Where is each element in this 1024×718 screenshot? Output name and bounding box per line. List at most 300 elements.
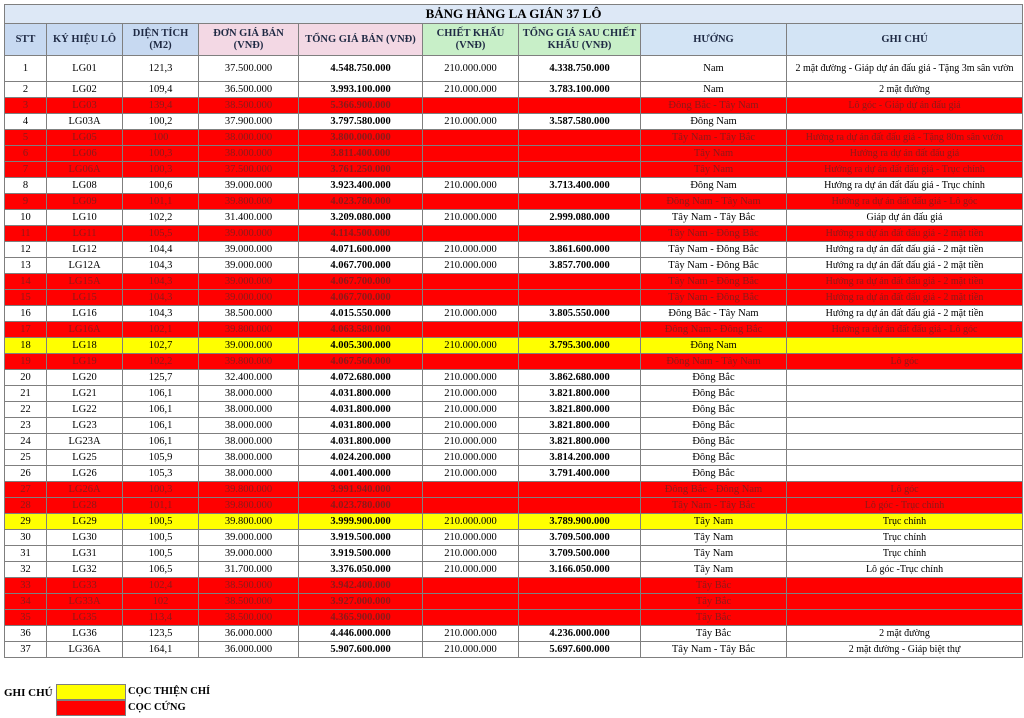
cell-tong-sau-ck[interactable] <box>519 610 641 626</box>
table-row[interactable] <box>5 610 1023 626</box>
cell-don-gia[interactable]: 36.000.000 <box>199 626 299 642</box>
cell-huong[interactable]: Tây Nam - Đông Bắc <box>641 274 787 290</box>
cell-tong-gia-ban[interactable]: 4.005.300.000 <box>299 338 423 354</box>
cell-don-gia[interactable]: 38.500.000 <box>199 594 299 610</box>
cell-ky-hieu-lo[interactable]: LG25 <box>47 450 123 466</box>
cell-ghi-chu[interactable]: Giáp dự án đấu giá <box>787 210 1023 226</box>
table-row[interactable] <box>5 322 1023 338</box>
cell-chiet-khau[interactable]: 210.000.000 <box>423 82 519 98</box>
cell-chiet-khau[interactable]: 210.000.000 <box>423 450 519 466</box>
cell-don-gia[interactable]: 38.000.000 <box>199 402 299 418</box>
cell-dien-tich[interactable]: 101,1 <box>123 194 199 210</box>
cell-huong[interactable]: Đông Bắc - Tây Nam <box>641 98 787 114</box>
cell-don-gia[interactable]: 37.500.000 <box>199 56 299 82</box>
cell-tong-sau-ck[interactable]: 3.821.800.000 <box>519 386 641 402</box>
table-row[interactable] <box>5 514 1023 530</box>
cell-tong-gia-ban[interactable]: 4.067.560.000 <box>299 354 423 370</box>
cell-stt[interactable]: 29 <box>5 514 47 530</box>
cell-tong-gia-ban[interactable]: 5.907.600.000 <box>299 642 423 658</box>
cell-chiet-khau[interactable]: 210.000.000 <box>423 178 519 194</box>
cell-don-gia[interactable]: 38.000.000 <box>199 146 299 162</box>
cell-ghi-chu[interactable]: Hướng ra dự án đất đấu giá - Trục chính <box>787 162 1023 178</box>
cell-dien-tich[interactable]: 100,5 <box>123 546 199 562</box>
cell-don-gia[interactable]: 39.000.000 <box>199 258 299 274</box>
cell-ky-hieu-lo[interactable]: LG06A <box>47 162 123 178</box>
cell-tong-gia-ban[interactable]: 4.067.700.000 <box>299 290 423 306</box>
cell-don-gia[interactable]: 39.000.000 <box>199 242 299 258</box>
cell-ky-hieu-lo[interactable]: LG26A <box>47 482 123 498</box>
cell-huong[interactable]: Tây Bắc <box>641 610 787 626</box>
table-row[interactable] <box>5 386 1023 402</box>
cell-chiet-khau[interactable]: 210.000.000 <box>423 466 519 482</box>
cell-stt[interactable]: 19 <box>5 354 47 370</box>
cell-huong[interactable]: Đông Bắc <box>641 386 787 402</box>
cell-ky-hieu-lo[interactable]: LG16 <box>47 306 123 322</box>
cell-dien-tich[interactable]: 100,2 <box>123 114 199 130</box>
cell-stt[interactable]: 26 <box>5 466 47 482</box>
cell-ghi-chu[interactable]: Lô góc -Trục chính <box>787 562 1023 578</box>
cell-dien-tich[interactable]: 102,7 <box>123 338 199 354</box>
cell-don-gia[interactable]: 31.700.000 <box>199 562 299 578</box>
cell-tong-gia-ban[interactable]: 3.919.500.000 <box>299 546 423 562</box>
cell-ky-hieu-lo[interactable]: LG03 <box>47 98 123 114</box>
cell-don-gia[interactable]: 38.000.000 <box>199 386 299 402</box>
cell-ky-hieu-lo[interactable]: LG30 <box>47 530 123 546</box>
table-row[interactable] <box>5 370 1023 386</box>
cell-dien-tich[interactable]: 100,3 <box>123 162 199 178</box>
cell-ghi-chu[interactable]: Trục chính <box>787 546 1023 562</box>
cell-ghi-chu[interactable] <box>787 434 1023 450</box>
cell-ghi-chu[interactable]: Hướng ra dự án đất đấu giá <box>787 146 1023 162</box>
cell-dien-tich[interactable]: 123,5 <box>123 626 199 642</box>
table-row[interactable] <box>5 338 1023 354</box>
cell-chiet-khau[interactable]: 210.000.000 <box>423 56 519 82</box>
cell-tong-gia-ban[interactable]: 3.800.000.000 <box>299 130 423 146</box>
cell-tong-sau-ck[interactable] <box>519 482 641 498</box>
cell-huong[interactable]: Tây Nam - Đông Bắc <box>641 290 787 306</box>
cell-tong-gia-ban[interactable]: 4.024.200.000 <box>299 450 423 466</box>
cell-chiet-khau[interactable] <box>423 194 519 210</box>
cell-tong-sau-ck[interactable]: 3.795.300.000 <box>519 338 641 354</box>
cell-tong-sau-ck[interactable]: 4.338.750.000 <box>519 56 641 82</box>
cell-ghi-chu[interactable] <box>787 466 1023 482</box>
cell-ghi-chu[interactable]: Hướng ra dự án đất đấu giá - Lô góc <box>787 194 1023 210</box>
cell-chiet-khau[interactable] <box>423 578 519 594</box>
cell-dien-tich[interactable]: 105,9 <box>123 450 199 466</box>
cell-chiet-khau[interactable] <box>423 498 519 514</box>
cell-chiet-khau[interactable]: 210.000.000 <box>423 402 519 418</box>
cell-don-gia[interactable]: 38.000.000 <box>199 130 299 146</box>
cell-tong-sau-ck[interactable]: 2.999.080.000 <box>519 210 641 226</box>
cell-chiet-khau[interactable] <box>423 322 519 338</box>
cell-ky-hieu-lo[interactable]: LG10 <box>47 210 123 226</box>
cell-tong-sau-ck[interactable]: 3.861.600.000 <box>519 242 641 258</box>
cell-dien-tich[interactable]: 102,4 <box>123 578 199 594</box>
cell-tong-gia-ban[interactable]: 3.991.940.000 <box>299 482 423 498</box>
cell-huong[interactable]: Đông Bắc <box>641 418 787 434</box>
cell-tong-gia-ban[interactable]: 3.999.900.000 <box>299 514 423 530</box>
cell-ky-hieu-lo[interactable]: LG23A <box>47 434 123 450</box>
cell-tong-sau-ck[interactable]: 4.236.000.000 <box>519 626 641 642</box>
cell-stt[interactable]: 6 <box>5 146 47 162</box>
cell-don-gia[interactable]: 38.500.000 <box>199 610 299 626</box>
table-row[interactable] <box>5 418 1023 434</box>
cell-ky-hieu-lo[interactable]: LG11 <box>47 226 123 242</box>
cell-huong[interactable]: Nam <box>641 82 787 98</box>
cell-chiet-khau[interactable]: 210.000.000 <box>423 306 519 322</box>
cell-ky-hieu-lo[interactable]: LG31 <box>47 546 123 562</box>
header-ky-hieu-lo[interactable]: KÝ HIỆU LÔ <box>47 24 123 56</box>
table-row[interactable] <box>5 594 1023 610</box>
cell-chiet-khau[interactable] <box>423 482 519 498</box>
cell-tong-gia-ban[interactable]: 3.209.080.000 <box>299 210 423 226</box>
cell-huong[interactable]: Đông Bắc <box>641 450 787 466</box>
cell-ky-hieu-lo[interactable]: LG28 <box>47 498 123 514</box>
cell-ghi-chu[interactable]: 2 mặt đường <box>787 82 1023 98</box>
cell-ghi-chu[interactable]: Hướng ra dự án đất đấu giá - 2 mặt tiền <box>787 306 1023 322</box>
cell-stt[interactable]: 9 <box>5 194 47 210</box>
cell-huong[interactable]: Đông Bắc <box>641 434 787 450</box>
cell-don-gia[interactable]: 38.500.000 <box>199 306 299 322</box>
cell-tong-sau-ck[interactable] <box>519 594 641 610</box>
cell-don-gia[interactable]: 38.500.000 <box>199 578 299 594</box>
cell-tong-gia-ban[interactable]: 4.067.700.000 <box>299 274 423 290</box>
cell-ky-hieu-lo[interactable]: LG18 <box>47 338 123 354</box>
header-chiet-khau[interactable]: CHIẾT KHẤU (VNĐ) <box>423 24 519 56</box>
cell-ghi-chu[interactable]: 2 mặt đường <box>787 626 1023 642</box>
cell-don-gia[interactable]: 39.800.000 <box>199 322 299 338</box>
cell-dien-tich[interactable]: 104,3 <box>123 306 199 322</box>
table-row[interactable] <box>5 274 1023 290</box>
cell-tong-gia-ban[interactable]: 4.072.680.000 <box>299 370 423 386</box>
cell-tong-sau-ck[interactable]: 3.814.200.000 <box>519 450 641 466</box>
cell-tong-gia-ban[interactable]: 4.023.780.000 <box>299 498 423 514</box>
cell-ky-hieu-lo[interactable]: LG36 <box>47 626 123 642</box>
cell-stt[interactable]: 37 <box>5 642 47 658</box>
cell-huong[interactable]: Đông Nam - Tây Nam <box>641 194 787 210</box>
cell-chiet-khau[interactable] <box>423 146 519 162</box>
cell-chiet-khau[interactable]: 210.000.000 <box>423 338 519 354</box>
cell-stt[interactable]: 13 <box>5 258 47 274</box>
cell-stt[interactable]: 21 <box>5 386 47 402</box>
cell-stt[interactable]: 25 <box>5 450 47 466</box>
cell-dien-tich[interactable]: 106,1 <box>123 402 199 418</box>
cell-tong-gia-ban[interactable]: 4.071.600.000 <box>299 242 423 258</box>
cell-ky-hieu-lo[interactable]: LG32 <box>47 562 123 578</box>
cell-tong-sau-ck[interactable] <box>519 226 641 242</box>
cell-ky-hieu-lo[interactable]: LG15A <box>47 274 123 290</box>
cell-stt[interactable]: 18 <box>5 338 47 354</box>
cell-ghi-chu[interactable] <box>787 338 1023 354</box>
cell-stt[interactable]: 20 <box>5 370 47 386</box>
cell-dien-tich[interactable]: 100,5 <box>123 514 199 530</box>
cell-dien-tich[interactable]: 100,3 <box>123 146 199 162</box>
cell-huong[interactable]: Tây Nam <box>641 146 787 162</box>
cell-tong-sau-ck[interactable]: 3.789.900.000 <box>519 514 641 530</box>
cell-tong-gia-ban[interactable]: 3.923.400.000 <box>299 178 423 194</box>
cell-tong-gia-ban[interactable]: 4.067.700.000 <box>299 258 423 274</box>
cell-ky-hieu-lo[interactable]: LG21 <box>47 386 123 402</box>
cell-dien-tich[interactable]: 106,5 <box>123 562 199 578</box>
cell-tong-gia-ban[interactable]: 4.548.750.000 <box>299 56 423 82</box>
cell-dien-tich[interactable]: 104,4 <box>123 242 199 258</box>
cell-huong[interactable]: Đông Bắc - Đông Nam <box>641 482 787 498</box>
cell-huong[interactable]: Đông Bắc - Tây Nam <box>641 306 787 322</box>
cell-stt[interactable]: 30 <box>5 530 47 546</box>
cell-tong-gia-ban[interactable]: 4.365.900.000 <box>299 610 423 626</box>
cell-ghi-chu[interactable]: Trục chính <box>787 514 1023 530</box>
cell-tong-sau-ck[interactable] <box>519 98 641 114</box>
cell-huong[interactable]: Tây Bắc <box>641 626 787 642</box>
cell-tong-sau-ck[interactable]: 3.587.580.000 <box>519 114 641 130</box>
table-row[interactable] <box>5 498 1023 514</box>
cell-ky-hieu-lo[interactable]: LG26 <box>47 466 123 482</box>
cell-dien-tich[interactable]: 102,2 <box>123 354 199 370</box>
cell-tong-sau-ck[interactable] <box>519 290 641 306</box>
cell-tong-gia-ban[interactable]: 4.023.780.000 <box>299 194 423 210</box>
cell-chiet-khau[interactable]: 210.000.000 <box>423 546 519 562</box>
cell-huong[interactable]: Tây Nam <box>641 162 787 178</box>
table-row[interactable] <box>5 258 1023 274</box>
cell-ghi-chu[interactable]: Hướng ra dự án đất đấu giá - 2 mặt tiền <box>787 226 1023 242</box>
cell-ghi-chu[interactable] <box>787 402 1023 418</box>
cell-don-gia[interactable]: 39.000.000 <box>199 546 299 562</box>
cell-huong[interactable]: Tây Nam - Đông Bắc <box>641 258 787 274</box>
cell-dien-tich[interactable]: 104,3 <box>123 274 199 290</box>
table-row[interactable] <box>5 98 1023 114</box>
cell-chiet-khau[interactable] <box>423 226 519 242</box>
header-tong-gia-ban[interactable]: TỔNG GIÁ BÁN (VNĐ) <box>299 24 423 56</box>
cell-stt[interactable]: 33 <box>5 578 47 594</box>
cell-ghi-chu[interactable]: Trục chính <box>787 530 1023 546</box>
cell-tong-sau-ck[interactable]: 3.821.800.000 <box>519 434 641 450</box>
cell-don-gia[interactable]: 38.000.000 <box>199 450 299 466</box>
cell-chiet-khau[interactable]: 210.000.000 <box>423 514 519 530</box>
table-row[interactable] <box>5 56 1023 82</box>
cell-tong-sau-ck[interactable] <box>519 194 641 210</box>
cell-ky-hieu-lo[interactable]: LG01 <box>47 56 123 82</box>
table-row[interactable] <box>5 546 1023 562</box>
cell-tong-gia-ban[interactable]: 4.015.550.000 <box>299 306 423 322</box>
cell-huong[interactable]: Đông Bắc <box>641 370 787 386</box>
cell-tong-gia-ban[interactable]: 4.031.800.000 <box>299 418 423 434</box>
cell-stt[interactable]: 22 <box>5 402 47 418</box>
cell-chiet-khau[interactable]: 210.000.000 <box>423 210 519 226</box>
cell-tong-sau-ck[interactable]: 3.713.400.000 <box>519 178 641 194</box>
cell-tong-gia-ban[interactable]: 3.761.250.000 <box>299 162 423 178</box>
cell-don-gia[interactable]: 38.500.000 <box>199 98 299 114</box>
cell-tong-sau-ck[interactable] <box>519 354 641 370</box>
cell-stt[interactable]: 23 <box>5 418 47 434</box>
cell-tong-sau-ck[interactable]: 3.821.800.000 <box>519 418 641 434</box>
cell-huong[interactable]: Đông Bắc <box>641 466 787 482</box>
cell-ghi-chu[interactable] <box>787 450 1023 466</box>
cell-stt[interactable]: 1 <box>5 56 47 82</box>
cell-ky-hieu-lo[interactable]: LG19 <box>47 354 123 370</box>
cell-chiet-khau[interactable]: 210.000.000 <box>423 562 519 578</box>
cell-ky-hieu-lo[interactable]: LG36A <box>47 642 123 658</box>
cell-dien-tich[interactable]: 105,3 <box>123 466 199 482</box>
cell-chiet-khau[interactable]: 210.000.000 <box>423 258 519 274</box>
cell-dien-tich[interactable]: 102,2 <box>123 210 199 226</box>
cell-tong-gia-ban[interactable]: 5.366.900.000 <box>299 98 423 114</box>
cell-stt[interactable]: 2 <box>5 82 47 98</box>
cell-dien-tich[interactable]: 100 <box>123 130 199 146</box>
cell-ghi-chu[interactable]: Lô góc - Giáp dự án đấu giá <box>787 98 1023 114</box>
table-row[interactable] <box>5 626 1023 642</box>
cell-don-gia[interactable]: 36.000.000 <box>199 642 299 658</box>
cell-huong[interactable]: Đông Bắc <box>641 402 787 418</box>
cell-dien-tich[interactable]: 104,3 <box>123 258 199 274</box>
cell-chiet-khau[interactable]: 210.000.000 <box>423 434 519 450</box>
cell-ky-hieu-lo[interactable]: LG29 <box>47 514 123 530</box>
cell-tong-gia-ban[interactable]: 3.942.400.000 <box>299 578 423 594</box>
cell-chiet-khau[interactable] <box>423 98 519 114</box>
cell-huong[interactable]: Tây Bắc <box>641 578 787 594</box>
cell-stt[interactable]: 5 <box>5 130 47 146</box>
cell-huong[interactable]: Tây Nam <box>641 530 787 546</box>
cell-don-gia[interactable]: 36.500.000 <box>199 82 299 98</box>
cell-stt[interactable]: 35 <box>5 610 47 626</box>
cell-stt[interactable]: 15 <box>5 290 47 306</box>
cell-chiet-khau[interactable]: 210.000.000 <box>423 530 519 546</box>
cell-huong[interactable]: Tây Nam <box>641 514 787 530</box>
cell-tong-sau-ck[interactable]: 3.709.500.000 <box>519 546 641 562</box>
cell-chiet-khau[interactable]: 210.000.000 <box>423 386 519 402</box>
cell-ghi-chu[interactable] <box>787 114 1023 130</box>
table-row[interactable] <box>5 642 1023 658</box>
cell-ky-hieu-lo[interactable]: LG23 <box>47 418 123 434</box>
cell-tong-sau-ck[interactable]: 3.791.400.000 <box>519 466 641 482</box>
table-row[interactable] <box>5 434 1023 450</box>
cell-ghi-chu[interactable] <box>787 370 1023 386</box>
cell-tong-gia-ban[interactable]: 3.797.580.000 <box>299 114 423 130</box>
cell-ghi-chu[interactable]: 2 mặt đường - Giáp biệt thự <box>787 642 1023 658</box>
cell-chiet-khau[interactable]: 210.000.000 <box>423 642 519 658</box>
table-row[interactable] <box>5 306 1023 322</box>
table-row[interactable] <box>5 402 1023 418</box>
cell-ky-hieu-lo[interactable]: LG12 <box>47 242 123 258</box>
table-row[interactable] <box>5 210 1023 226</box>
cell-dien-tich[interactable]: 105,5 <box>123 226 199 242</box>
cell-ky-hieu-lo[interactable]: LG33A <box>47 594 123 610</box>
table-row[interactable] <box>5 450 1023 466</box>
cell-dien-tich[interactable]: 106,1 <box>123 386 199 402</box>
table-row[interactable] <box>5 354 1023 370</box>
cell-ky-hieu-lo[interactable]: LG08 <box>47 178 123 194</box>
cell-dien-tich[interactable]: 102 <box>123 594 199 610</box>
cell-ghi-chu[interactable] <box>787 578 1023 594</box>
cell-chiet-khau[interactable]: 210.000.000 <box>423 242 519 258</box>
cell-chiet-khau[interactable]: 210.000.000 <box>423 626 519 642</box>
cell-tong-sau-ck[interactable] <box>519 146 641 162</box>
cell-stt[interactable]: 34 <box>5 594 47 610</box>
cell-don-gia[interactable]: 31.400.000 <box>199 210 299 226</box>
cell-huong[interactable]: Tây Nam <box>641 546 787 562</box>
cell-dien-tich[interactable]: 139,4 <box>123 98 199 114</box>
cell-chiet-khau[interactable]: 210.000.000 <box>423 370 519 386</box>
cell-ky-hieu-lo[interactable]: LG35 <box>47 610 123 626</box>
cell-tong-sau-ck[interactable] <box>519 578 641 594</box>
table-row[interactable] <box>5 130 1023 146</box>
table-row[interactable] <box>5 162 1023 178</box>
cell-dien-tich[interactable]: 100,5 <box>123 530 199 546</box>
cell-ky-hieu-lo[interactable]: LG22 <box>47 402 123 418</box>
cell-ghi-chu[interactable]: Hướng ra dự án đất đấu giá - Tặng 80m sân vườn <box>787 130 1023 146</box>
cell-tong-sau-ck[interactable] <box>519 498 641 514</box>
cell-stt[interactable]: 28 <box>5 498 47 514</box>
cell-tong-sau-ck[interactable]: 3.862.680.000 <box>519 370 641 386</box>
cell-stt[interactable]: 11 <box>5 226 47 242</box>
cell-chiet-khau[interactable] <box>423 274 519 290</box>
cell-tong-sau-ck[interactable] <box>519 130 641 146</box>
cell-stt[interactable]: 17 <box>5 322 47 338</box>
cell-tong-sau-ck[interactable]: 3.857.700.000 <box>519 258 641 274</box>
cell-tong-gia-ban[interactable]: 3.811.400.000 <box>299 146 423 162</box>
cell-ky-hieu-lo[interactable]: LG02 <box>47 82 123 98</box>
cell-dien-tich[interactable]: 102,1 <box>123 322 199 338</box>
cell-dien-tich[interactable]: 109,4 <box>123 82 199 98</box>
cell-dien-tich[interactable]: 121,3 <box>123 56 199 82</box>
table-row[interactable] <box>5 482 1023 498</box>
cell-tong-gia-ban[interactable]: 3.376.050.000 <box>299 562 423 578</box>
cell-don-gia[interactable]: 39.800.000 <box>199 514 299 530</box>
cell-don-gia[interactable]: 38.000.000 <box>199 418 299 434</box>
cell-stt[interactable]: 36 <box>5 626 47 642</box>
cell-ghi-chu[interactable]: Hướng ra dự án đất đấu giá - Lô góc <box>787 322 1023 338</box>
cell-ghi-chu[interactable]: Hướng ra dự án đất đấu giá - 2 mặt tiền <box>787 290 1023 306</box>
cell-dien-tich[interactable]: 125,7 <box>123 370 199 386</box>
cell-tong-sau-ck[interactable]: 3.805.550.000 <box>519 306 641 322</box>
cell-ky-hieu-lo[interactable]: LG06 <box>47 146 123 162</box>
cell-dien-tich[interactable]: 164,1 <box>123 642 199 658</box>
cell-dien-tich[interactable]: 113,4 <box>123 610 199 626</box>
cell-ghi-chu[interactable] <box>787 610 1023 626</box>
cell-ky-hieu-lo[interactable]: LG20 <box>47 370 123 386</box>
cell-ghi-chu[interactable] <box>787 418 1023 434</box>
table-row[interactable] <box>5 562 1023 578</box>
cell-don-gia[interactable]: 39.800.000 <box>199 194 299 210</box>
cell-ghi-chu[interactable]: Hướng ra dự án đất đấu giá - 2 mặt tiền <box>787 274 1023 290</box>
cell-stt[interactable]: 10 <box>5 210 47 226</box>
cell-stt[interactable]: 16 <box>5 306 47 322</box>
cell-dien-tich[interactable]: 100,3 <box>123 482 199 498</box>
cell-don-gia[interactable]: 38.000.000 <box>199 466 299 482</box>
cell-chiet-khau[interactable] <box>423 290 519 306</box>
header-tong-gia-sau-chiet-khau[interactable]: TỔNG GIÁ SAU CHIẾT KHẤU (VNĐ) <box>519 24 641 56</box>
cell-stt[interactable]: 31 <box>5 546 47 562</box>
cell-tong-gia-ban[interactable]: 3.927.000.000 <box>299 594 423 610</box>
cell-dien-tich[interactable]: 101,1 <box>123 498 199 514</box>
cell-don-gia[interactable]: 39.000.000 <box>199 178 299 194</box>
cell-don-gia[interactable]: 37.900.000 <box>199 114 299 130</box>
cell-huong[interactable]: Đông Nam - Đông Bắc <box>641 322 787 338</box>
cell-chiet-khau[interactable] <box>423 594 519 610</box>
cell-ghi-chu[interactable]: Hướng ra dự án đất đấu giá - Trục chính <box>787 178 1023 194</box>
cell-huong[interactable]: Tây Nam - Tây Bắc <box>641 130 787 146</box>
cell-tong-gia-ban[interactable]: 4.031.800.000 <box>299 386 423 402</box>
cell-don-gia[interactable]: 37.500.000 <box>199 162 299 178</box>
table-row[interactable] <box>5 146 1023 162</box>
cell-don-gia[interactable]: 39.000.000 <box>199 338 299 354</box>
table-row[interactable] <box>5 530 1023 546</box>
cell-ghi-chu[interactable] <box>787 386 1023 402</box>
table-row[interactable] <box>5 194 1023 210</box>
cell-tong-gia-ban[interactable]: 3.993.100.000 <box>299 82 423 98</box>
cell-don-gia[interactable]: 39.000.000 <box>199 226 299 242</box>
cell-chiet-khau[interactable] <box>423 610 519 626</box>
cell-tong-gia-ban[interactable]: 4.114.500.000 <box>299 226 423 242</box>
